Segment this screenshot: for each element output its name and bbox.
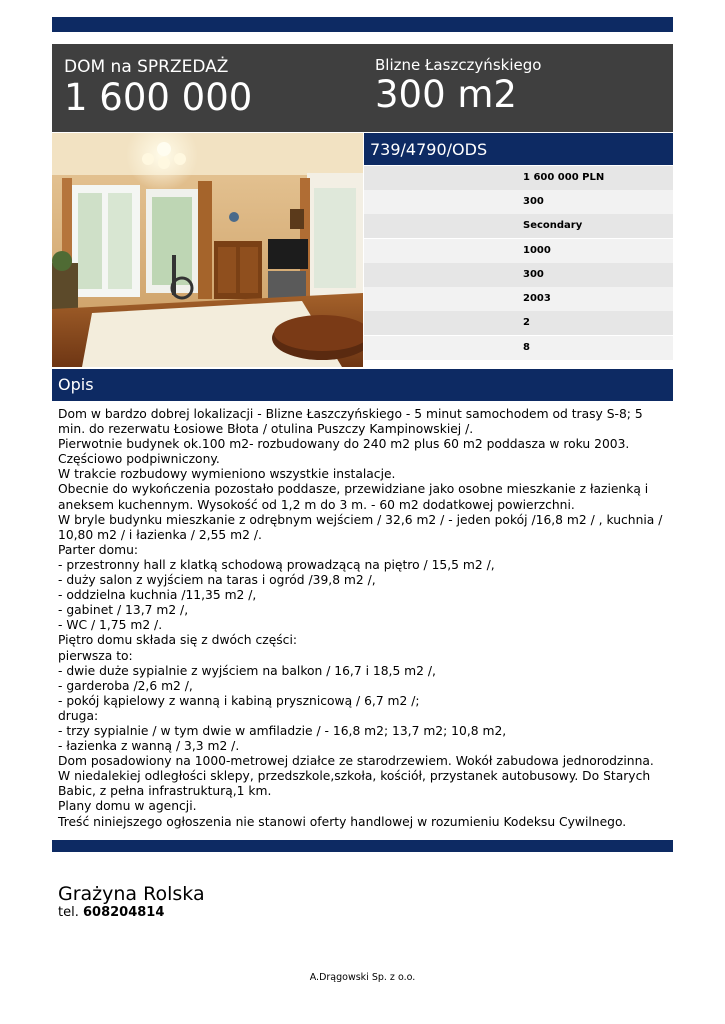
spec-row-usable-area xyxy=(364,263,673,287)
top-accent-bar xyxy=(52,17,673,32)
description-line: W niedalekiej odległości sklepy, przedszkole,szkoła, kościół, przystanek autobusowy. Do Starych Babic, z pełna infrastrukturą,1 km. xyxy=(58,769,651,799)
description-line: - pokój kąpielowy z wanną i kabiną prysznicową / 6,7 m2 /; xyxy=(58,693,420,708)
listing-header xyxy=(52,44,673,132)
description-line: - WC / 1,75 m2 /. xyxy=(58,618,163,633)
company-footer: A.Drągowski Sp. z o.o. xyxy=(309,972,416,983)
description-line: Pierwotnie budynek ok.100 m2- rozbudowany do 240 m2 plus 60 m2 poddasza w roku 2003. xyxy=(58,437,630,452)
description-line: - dwie duże sypialnie z wyjściem na balkon / 16,7 i 18,5 m2 /, xyxy=(58,663,436,678)
description-line: Obecnie do wykończenia pozostało poddasze, przewidziane jako osobne mieszkanie z łazienką i aneksem kuchennym. Wysokość od 1,2 m do 3 m. - 60 m2 dodatkowej powierzchni. xyxy=(58,482,649,512)
description-line: - garderoba /2,6 m2 /, xyxy=(58,678,193,693)
spec-row-plot xyxy=(364,239,673,263)
property-photo xyxy=(52,133,363,367)
spec-row-price xyxy=(364,166,673,190)
description-line: Częściowo podpiwniczony. xyxy=(58,452,220,467)
reference-number: 739/4790/ODS xyxy=(370,140,488,159)
description-title: Opis xyxy=(58,375,94,394)
spec-value: 8 xyxy=(523,342,530,353)
agent-phone xyxy=(58,905,164,920)
listing-area: 300 m2 xyxy=(375,73,517,116)
description-line: - gabinet / 13,7 m2 /, xyxy=(58,603,189,618)
spec-value: 2003 xyxy=(523,293,551,304)
listing-type: DOM na SPRZEDAŻ xyxy=(64,57,229,77)
description-line: pierwsza to: xyxy=(58,648,133,663)
spec-value: Secondary xyxy=(523,220,583,231)
description-line: W bryle budynku mieszkanie z odrębnym wejściem / 32,6 m2 / - jeden pokój /16,8 m2 / , kuchnia / 10,80 m2 / i łazienka / 2,55 m2 /. xyxy=(58,512,663,542)
description-line: druga: xyxy=(58,708,99,723)
agent-name: Grażyna Rolska xyxy=(58,883,205,905)
description-line: Plany domu w agencji. xyxy=(58,799,197,814)
spec-value: 300 xyxy=(523,196,544,207)
description-line: - trzy sypialnie / w tym dwie w amfiladzie / - 16,8 m2; 13,7 m2; 10,8 m2, xyxy=(58,723,507,738)
description-text xyxy=(58,407,670,830)
description-line: - oddzielna kuchnia /11,35 m2 /, xyxy=(58,588,257,603)
phone-number[interactable]: 608204814 xyxy=(82,905,165,920)
spec-value: 1 600 000 PLN xyxy=(523,172,605,183)
listing-location: Blizne Łaszczyńskiego xyxy=(375,56,542,74)
listing-price: 1 600 000 xyxy=(64,76,253,119)
description-line: W trakcie rozbudowy wymieniono wszystkie instalacje. xyxy=(58,467,396,482)
description-header xyxy=(52,369,673,401)
description-line: Treść niniejszego ogłoszenia nie stanowi oferty handlowej w rozumieniu Kodeksu Cywilnego. xyxy=(58,814,627,829)
bottom-accent-bar xyxy=(52,840,673,852)
description-line: - przestronny hall z klatką schodową prowadzącą na piętro / 15,5 m2 /, xyxy=(58,557,495,572)
spec-value: 1000 xyxy=(523,245,551,256)
spec-value: 300 xyxy=(523,269,544,280)
description-line: Dom w bardzo dobrej lokalizacji - Blizne Łaszczyńskiego - 5 minut samochodem od trasy S-8; 5 min. do rezerwatu Łosiowe Błota / otulina Puszczy Kampinowskiej /. xyxy=(58,407,643,437)
spec-value: 2 xyxy=(523,317,530,328)
spec-row-year xyxy=(364,287,673,311)
description-line: Parter domu: xyxy=(58,542,139,557)
phone-label: tel. xyxy=(58,905,79,920)
description-line: Piętro domu składa się z dwóch części: xyxy=(58,633,298,648)
description-line: Dom posadowiony na 1000-metrowej działce ze starodrzewiem. Wokół zabudowa jednorodzinna. xyxy=(58,754,654,769)
spec-row-floors xyxy=(364,311,673,335)
description-line: - łazienka z wanną / 3,3 m2 /. xyxy=(58,739,240,754)
spec-row-rooms xyxy=(364,336,673,360)
spec-row-area xyxy=(364,190,673,214)
spec-row-market xyxy=(364,214,673,238)
description-line: - duży salon z wyjściem na taras i ogród /39,8 m2 /, xyxy=(58,573,376,588)
reference-bar xyxy=(364,133,673,165)
